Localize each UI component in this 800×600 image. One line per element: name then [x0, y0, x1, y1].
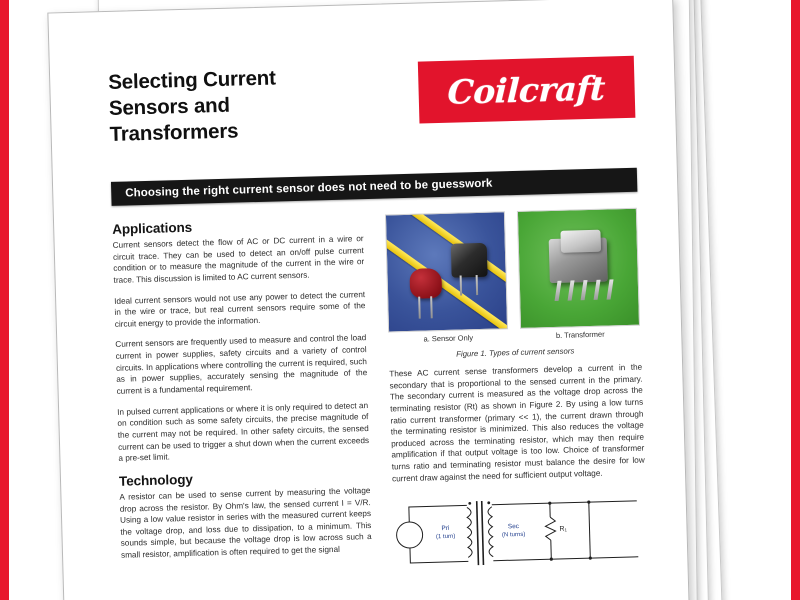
front-page-sheet[interactable] [47, 0, 690, 600]
figure-1a-group [385, 211, 508, 344]
heading-applications: Applications [112, 219, 193, 237]
left-bleed-stripe [0, 0, 9, 600]
transformer-pins-icon [554, 279, 617, 301]
tagline-banner [111, 168, 637, 206]
page-content [48, 0, 689, 600]
transformer-paragraph-1: These AC current sense transformers develop a current in the secondary that is proportional to the sensed current in the primary. The secondary current is measured as the voltage drop across the terminating resistor (Rt) as shown in Figure 2. By using a low turns ratio current transformer (primary << 1), the current drawn through the terminating resistor is minimized. This also reduces the voltage produced across the terminating resistor, which may then require amplification if that output voltage is too low. Choice of transformer turns ratio and terminating resistor must balance the desire for low current draw against the need for sufficient output voltage. [389, 362, 645, 484]
photo-sensor-only [385, 211, 508, 332]
photo-b-caption: b. Transformer [555, 329, 605, 340]
current-source-icon [396, 522, 423, 549]
page-title: Selecting Current Sensors and Transformers [107, 66, 276, 147]
schematic-svg [392, 487, 647, 572]
coilcraft-logo-wordmark: Coilcraft [447, 67, 606, 112]
applications-paragraph-4: In pulsed current applications or where it is only required to detect an on condition such as some safety circuits, the precise magnitude of the current may not be required. In other safety circuits, the sensed current can be used to trigger a shut down when the current exceeds a pre-set limit. [117, 400, 370, 464]
schematic-resistor-label: R₁ [559, 526, 568, 534]
right-bleed-stripe [791, 0, 800, 600]
figure-2-schematic [392, 487, 647, 572]
photo-a-caption: a. Sensor Only [423, 333, 474, 344]
sense-wire-lower-icon [385, 230, 508, 332]
schematic-secondary-label: Sec [507, 523, 520, 531]
technology-paragraph-1: A resistor can be used to sense current by measuring the voltage drop across the resistor. By Ohm's law, the sensed current I = V/R. Using a low value resistor in series with the measured current keeps the voltage drop, and loss due to dissipation, to a minimum. This sounds simple, but because the voltage drop is low across such a small resistor, amplification is often required to get the signal [119, 485, 372, 560]
page-header [108, 50, 637, 168]
photo-transformer [517, 208, 640, 329]
transformer-core-icon [560, 230, 601, 253]
left-column [112, 215, 373, 579]
figure-1-photos [385, 208, 641, 345]
right-column [385, 208, 648, 572]
schematic-primary-label: Pri [441, 525, 450, 533]
coilcraft-logo [418, 56, 636, 124]
applications-paragraph-1: Current sensors detect the flow of AC or DC current in a wire or circuit trace. They can be used to detect an on/off pulse current condition or to measure the magnitude of the current in the wire or trace. This discussion is limited to AC current sensors. [112, 234, 365, 285]
applications-paragraph-2: Ideal current sensors would not use any power to detect the current in the wire or trace, but real current sensors require some of the circuit energy to provide the information. [114, 289, 366, 329]
body-columns [112, 208, 647, 580]
schematic-primary-turns: (1 turn) [435, 534, 456, 541]
schematic-secondary-turns: (N turns) [501, 532, 526, 539]
heading-technology: Technology [118, 471, 193, 489]
figure-1b-group [517, 208, 640, 341]
figure-1-caption: Figure 1. Types of current sensors [456, 346, 575, 359]
tagline-banner-text: Choosing the right current sensor does not need to be guesswork [125, 177, 493, 200]
applications-paragraph-3: Current sensors are frequently used to measure and control the load current in power supplies, safety circuits and a variety of control circuits. In applications where controlling the current is required, such as in power supplies, accurately sensing the magnitude of the current is a fundamental requirement. [115, 333, 368, 396]
black-sensor-icon [451, 243, 488, 278]
red-toroid-sensor-icon [409, 268, 442, 299]
